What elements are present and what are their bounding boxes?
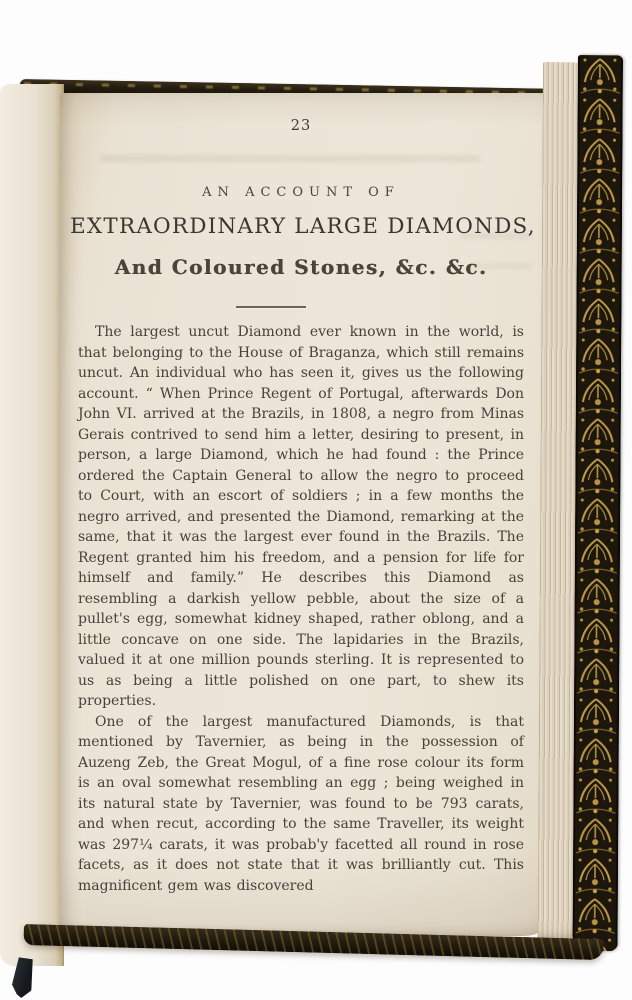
page-number: 23: [290, 118, 312, 134]
paragraph-braganza-diamond: The largest uncut Diamond ever known in the world, is that belonging to the House of Braganza, which still remains uncut. An individual who has seen it, gives us the following account. “ When Prince Regent of Portugal, afterwards Don John VI. arrived at the Brazils, in 1808, a negro from Minas Gerais contrived to send him a letter, desiring to present, in person, a large Diamond, which he had found : the Prince ordered the Captain General to allow the negro to proceed to Court, with an escort of soldiers ; in a few months the negro arrived, and presented the Diamond, remarking at the same, that it was the largest ever found in the Brazils. The Regent granted him his freedom, and a pension for life for himself and family.” He describes this Diamond as resembling a darkish yellow pebble, about the size of a pullet's egg, somewhat kidney shaped, rather oblong, and a little concave on one side. The lapidaries in the Brazils, valued it at one million pounds sterling. It is represented to us as being a little polished on one part, to shew its properties.: [78, 324, 524, 709]
heading-kicker: AN ACCOUNT OF: [202, 185, 400, 200]
facing-page-gutter: [0, 84, 64, 966]
paragraph-great-mogul: One of the largest manufactured Diamonds, is that mentioned by Tavernier, as being in the possession of Auzeng Zeb, the Great Mogul, of a fine rose colour its form is an oval somewhat resembling an egg ; being weighed in its natural state by Tavernier, was found to be 793 carats, and when recut, according to the same Traveller, its weight was 297¼ carats, it was probab'y facetted all round in rose facets, as it does not state that it was brilliantly cut. This magnificent gem was discovered: [78, 713, 524, 894]
page-title: EXTRAORDINARY LARGE DIAMONDS,: [70, 214, 536, 239]
text-block: [70, 115, 536, 915]
book-page: [60, 93, 550, 936]
gilt-tooled-binding-band: [573, 55, 623, 951]
gilt-tooling-pattern: [573, 55, 623, 951]
body-text: [78, 322, 524, 896]
subtitle-blackletter: And Coloured Stones, &c. &c.: [114, 255, 488, 279]
divider-rule: [236, 306, 306, 308]
